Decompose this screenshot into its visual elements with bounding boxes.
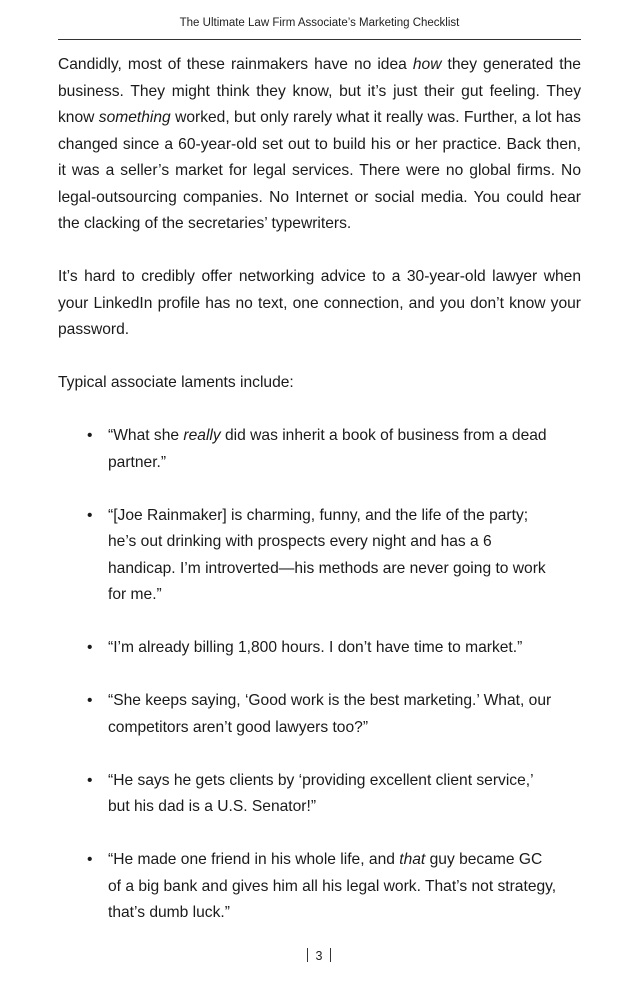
folio-divider-left (307, 948, 308, 962)
emphasis-that: that (399, 851, 426, 868)
lament-text-after: did was inherit a book of business from a dead partner.” (108, 427, 547, 471)
bullet-icon: • (87, 771, 93, 789)
bullet-icon: • (87, 506, 93, 524)
list-item (58, 503, 581, 609)
laments-list (58, 423, 581, 927)
paragraph-gap (58, 397, 581, 424)
paragraph-gap (58, 344, 581, 371)
running-header: The Ultimate Law Firm Associate’s Marketing Checklist (179, 17, 460, 29)
page-number: 3 (315, 949, 323, 963)
list-item (58, 847, 581, 927)
emphasis-how: how (412, 56, 442, 73)
paragraph-gap (58, 238, 581, 265)
bullet-icon: • (87, 851, 93, 868)
folio-divider-right (330, 948, 331, 962)
lament-text-before: “He made one friend in his whole life, and (108, 851, 400, 868)
lament-text: “[Joe Rainmaker] is charming, funny, and the life of the party; he’s out drinking with prospects every night and has a 6 handicap. I’m introverted—his methods are never going to work for me.” (108, 506, 546, 603)
header-rule (58, 39, 581, 40)
emphasis-something: something (98, 109, 171, 126)
list-item (58, 423, 581, 476)
paragraph-rainmakers (58, 52, 581, 238)
lament-text: “He says he gets clients by ‘providing excellent client service,’ but his dad is a U.S. Senator!” (108, 771, 533, 815)
lament-text-after: guy became GC of a big bank and gives him all his legal work. That’s not strategy, that’s dumb luck.” (108, 851, 557, 921)
list-item (58, 635, 581, 662)
bullet-icon: • (87, 639, 93, 656)
list-item (58, 688, 581, 741)
lament-text: “She keeps saying, ‘Good work is the best marketing.’ What, our competitors aren’t good lawyers too?” (108, 692, 552, 736)
lament-text: “I’m already billing 1,800 hours. I don’t have time to market.” (108, 639, 523, 656)
page-body (58, 52, 581, 927)
emphasis-really: really (183, 427, 221, 444)
paragraph-rainmakers-text-2: they generated the business. They might think they know, but it’s just their gut feeling. They know (58, 56, 581, 126)
bullet-icon: • (87, 692, 93, 709)
paragraph-rainmakers-text-1: Candidly, most of these rainmakers have no idea (58, 56, 413, 73)
lament-text-before: “What she (108, 427, 184, 444)
list-item (58, 768, 581, 821)
paragraph-laments-intro: Typical associate laments include: (58, 374, 294, 391)
page-number-footer (0, 948, 638, 964)
paragraph-rainmakers-text-3: worked, but only rarely what it really was. Further, a lot has changed since a 60-year-old set out to build his or her practice. Back then, it was a seller’s market for legal services. There were no global firms. No legal-outsourcing companies. No Internet or social media. You could hear the clacking of the secretaries’ typewriters. (58, 109, 581, 232)
bullet-icon: • (87, 427, 93, 444)
paragraph-networking-advice: It’s hard to credibly offer networking advice to a 30-year-old lawyer when your LinkedIn profile has no text, one connection, and you don’t know your password. (58, 268, 581, 338)
